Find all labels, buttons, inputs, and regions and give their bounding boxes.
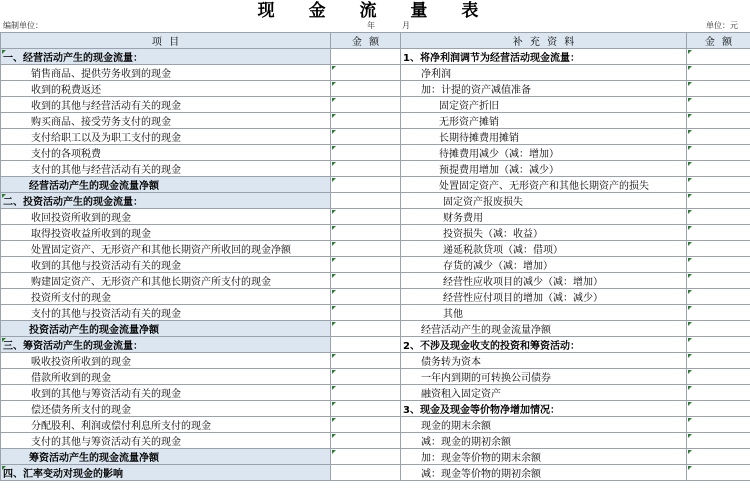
table-row: [1, 193, 750, 209]
right-amount-cell[interactable]: [687, 129, 750, 145]
left-item-cell[interactable]: 筹资活动产生的现金流量净额: [1, 449, 331, 465]
right-item-cell[interactable]: 预提费用增加（减：减少）: [401, 161, 687, 177]
unit-label: 单位：元: [706, 21, 738, 30]
left-amount-cell[interactable]: [331, 353, 401, 369]
right-item-cell[interactable]: 加：现金等价物的期末余额: [401, 449, 687, 465]
right-amount-cell[interactable]: [687, 369, 750, 385]
table-row: [1, 353, 750, 369]
left-amount-cell[interactable]: [331, 177, 401, 193]
left-amount-cell[interactable]: [331, 145, 401, 161]
left-item-cell[interactable]: 取得投资收益所收到的现金: [1, 225, 331, 241]
table-row: [1, 433, 750, 449]
left-item-cell[interactable]: 投资所支付的现金: [1, 289, 331, 305]
right-item-cell[interactable]: 经营性应付项目的增加（减：减少）: [401, 289, 687, 305]
table-row: [1, 113, 750, 129]
left-item-cell[interactable]: 收到的其他与筹资活动有关的现金: [1, 385, 331, 401]
left-item-cell[interactable]: 购建固定资产、无形资产和其他长期资产所支付的现金: [1, 273, 331, 289]
right-amount-cell[interactable]: [687, 305, 750, 321]
left-amount-cell[interactable]: [331, 369, 401, 385]
right-item-cell[interactable]: 一年内到期的可转换公司债券: [401, 369, 687, 385]
left-amount-cell[interactable]: [331, 257, 401, 273]
table-row: [1, 177, 750, 193]
table-row: [1, 465, 750, 481]
right-amount-cell[interactable]: [687, 209, 750, 225]
right-amount-cell[interactable]: [687, 113, 750, 129]
right-item-cell[interactable]: 其他: [401, 305, 687, 321]
right-item-cell[interactable]: 无形资产摊销: [401, 113, 687, 129]
left-item-cell[interactable]: 支付给职工以及为职工支付的现金: [1, 129, 331, 145]
table-row: [1, 369, 750, 385]
left-amount-cell[interactable]: [331, 161, 401, 177]
right-amount-cell[interactable]: [687, 465, 750, 481]
table-row: [1, 241, 750, 257]
table-row: [1, 305, 750, 321]
left-item-cell[interactable]: 一、经营活动产生的现金流量：: [1, 49, 331, 65]
right-item-cell[interactable]: 处置固定资产、无形资产和其他长期资产的损失: [401, 177, 687, 193]
table-row: [1, 129, 750, 145]
header-amount-right[interactable]: 金 额: [687, 33, 750, 49]
right-item-cell[interactable]: 净利润: [401, 65, 687, 81]
left-item-cell[interactable]: 借款所收到的现金: [1, 369, 331, 385]
table-row: [1, 257, 750, 273]
company-label: 编制单位：: [3, 21, 43, 30]
left-amount-cell[interactable]: [331, 273, 401, 289]
left-amount-cell[interactable]: [331, 97, 401, 113]
right-amount-cell[interactable]: [687, 385, 750, 401]
left-item-cell[interactable]: 二、投资活动产生的现金流量：: [1, 193, 331, 209]
header-amount-left[interactable]: 金 额: [331, 33, 401, 49]
left-amount-cell[interactable]: [331, 129, 401, 145]
right-item-cell[interactable]: 2、不涉及现金收支的投资和筹资活动：: [401, 337, 687, 353]
right-item-cell[interactable]: 固定资产折旧: [401, 97, 687, 113]
header-supplement[interactable]: 补 充 资 料: [401, 33, 687, 49]
left-amount-cell[interactable]: [331, 465, 401, 481]
right-item-cell[interactable]: 投资损失（减：收益）: [401, 225, 687, 241]
right-item-cell[interactable]: 债务转为资本: [401, 353, 687, 369]
right-amount-cell[interactable]: [687, 289, 750, 305]
right-item-cell[interactable]: 减：现金的期初余额: [401, 433, 687, 449]
right-item-cell[interactable]: 经营活动产生的现金流量净额: [401, 321, 687, 337]
right-amount-cell[interactable]: [687, 145, 750, 161]
right-amount-cell[interactable]: [687, 193, 750, 209]
left-item-cell[interactable]: 分配股利、利润或偿付利息所支付的现金: [1, 417, 331, 433]
report-title: 现 金 流 量 表: [257, 1, 493, 21]
table-row: [1, 97, 750, 113]
right-item-cell[interactable]: 递延税款贷项（减：借项）: [401, 241, 687, 257]
left-amount-cell[interactable]: [331, 321, 401, 337]
right-amount-cell[interactable]: [687, 337, 750, 353]
left-amount-cell[interactable]: [331, 433, 401, 449]
year-label: 年: [367, 21, 375, 30]
right-amount-cell[interactable]: [687, 97, 750, 113]
table-row: [1, 273, 750, 289]
left-amount-cell[interactable]: [331, 305, 401, 321]
left-amount-cell[interactable]: [331, 449, 401, 465]
table-row: [1, 385, 750, 401]
right-item-cell[interactable]: 长期待摊费用摊销: [401, 129, 687, 145]
left-amount-cell[interactable]: [331, 113, 401, 129]
right-amount-cell[interactable]: [687, 417, 750, 433]
left-amount-cell[interactable]: [331, 209, 401, 225]
left-amount-cell[interactable]: [331, 337, 401, 353]
left-item-cell[interactable]: 销售商品、提供劳务收到的现金: [1, 65, 331, 81]
right-amount-cell[interactable]: [687, 353, 750, 369]
left-amount-cell[interactable]: [331, 241, 401, 257]
left-item-cell[interactable]: 收到的其他与投资活动有关的现金: [1, 257, 331, 273]
table-row: [1, 81, 750, 97]
right-amount-cell[interactable]: [687, 161, 750, 177]
left-amount-cell[interactable]: [331, 289, 401, 305]
table-row: [1, 449, 750, 465]
left-item-cell[interactable]: 偿还债务所支付的现金: [1, 401, 331, 417]
left-item-cell[interactable]: 收到的其他与经营活动有关的现金: [1, 97, 331, 113]
right-amount-cell[interactable]: [687, 449, 750, 465]
right-amount-cell[interactable]: [687, 257, 750, 273]
left-amount-cell[interactable]: [331, 65, 401, 81]
left-item-cell[interactable]: 支付的其他与经营活动有关的现金: [1, 161, 331, 177]
left-item-cell[interactable]: 收回投资所收到的现金: [1, 209, 331, 225]
month-label: 月: [402, 21, 410, 30]
left-item-cell[interactable]: 四、汇率变动对现金的影响: [1, 465, 331, 481]
right-item-cell[interactable]: 减：现金等价物的期初余额: [401, 465, 687, 481]
right-item-cell[interactable]: 现金的期末余额: [401, 417, 687, 433]
right-item-cell[interactable]: 存货的减少（减：增加）: [401, 257, 687, 273]
right-item-cell[interactable]: 待摊费用减少（减：增加）: [401, 145, 687, 161]
right-item-cell[interactable]: 加：计提的资产减值准备: [401, 81, 687, 97]
right-item-cell[interactable]: 融资租入固定资产: [401, 385, 687, 401]
right-item-cell[interactable]: 固定资产报废损失: [401, 193, 687, 209]
table-row: [1, 65, 750, 81]
table-row: [1, 321, 750, 337]
left-amount-cell[interactable]: [331, 193, 401, 209]
table-row: [1, 417, 750, 433]
table-row: [1, 401, 750, 417]
right-amount-cell[interactable]: [687, 321, 750, 337]
table-row: [1, 161, 750, 177]
left-item-cell[interactable]: 处置固定资产、无形资产和其他长期资产所收回的现金净额: [1, 241, 331, 257]
left-amount-cell[interactable]: [331, 81, 401, 97]
left-amount-cell[interactable]: [331, 49, 401, 65]
table-row: [1, 337, 750, 353]
left-item-cell[interactable]: 投资活动产生的现金流量净额: [1, 321, 331, 337]
table-row: [1, 225, 750, 241]
right-item-cell[interactable]: 3、现金及现金等价物净增加情况：: [401, 401, 687, 417]
header-row: [1, 33, 750, 49]
left-amount-cell[interactable]: [331, 225, 401, 241]
table-row: [1, 209, 750, 225]
left-item-cell[interactable]: 三、筹资活动产生的现金流量：: [1, 337, 331, 353]
left-item-cell[interactable]: 支付的各项税费: [1, 145, 331, 161]
right-amount-cell[interactable]: [687, 177, 750, 193]
right-amount-cell[interactable]: [687, 433, 750, 449]
left-amount-cell[interactable]: [331, 385, 401, 401]
left-item-cell[interactable]: 收到的税费返还: [1, 81, 331, 97]
table-row: [1, 289, 750, 305]
right-amount-cell[interactable]: [687, 49, 750, 65]
right-amount-cell[interactable]: [687, 81, 750, 97]
right-item-cell[interactable]: 经营性应收项目的减少（减：增加）: [401, 273, 687, 289]
table-row: [1, 49, 750, 65]
right-amount-cell[interactable]: [687, 225, 750, 241]
left-amount-cell[interactable]: [331, 401, 401, 417]
right-amount-cell[interactable]: [687, 401, 750, 417]
right-amount-cell[interactable]: [687, 273, 750, 289]
left-item-cell[interactable]: 支付的其他与投资活动有关的现金: [1, 305, 331, 321]
right-amount-cell[interactable]: [687, 65, 750, 81]
right-amount-cell[interactable]: [687, 241, 750, 257]
left-item-cell[interactable]: 吸收投资所收到的现金: [1, 353, 331, 369]
table-row: [1, 145, 750, 161]
left-item-cell[interactable]: 经营活动产生的现金流量净额: [1, 177, 331, 193]
header-item[interactable]: 项 目: [1, 33, 331, 49]
right-item-cell[interactable]: 财务费用: [401, 209, 687, 225]
left-amount-cell[interactable]: [331, 417, 401, 433]
left-item-cell[interactable]: 支付的其他与筹资活动有关的现金: [1, 433, 331, 449]
right-item-cell[interactable]: 1、将净利润调节为经营活动现金流量：: [401, 49, 687, 65]
cash-flow-table: [0, 32, 750, 481]
left-item-cell[interactable]: 购买商品、接受劳务支付的现金: [1, 113, 331, 129]
